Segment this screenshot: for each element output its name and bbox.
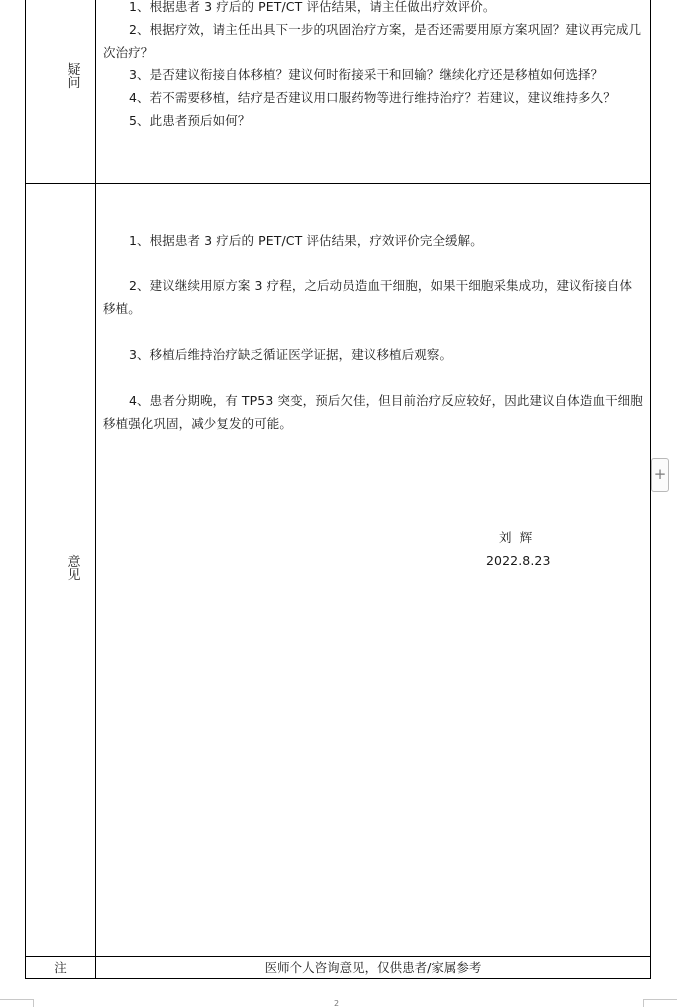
question-item: 2、根据疗效，请主任出具下一步的巩固治疗方案，是否还需要用原方案巩固？建议再完成几次治疗？ (103, 22, 642, 60)
opinion-label: 意见 (67, 555, 81, 583)
question-item: 4、若不需要移植，结疗是否建议用口服药物等进行维持治疗？若建议，建议维持多久？ (129, 90, 616, 105)
note-text: 医师个人咨询意见，仅供患者/家属参考 (264, 960, 482, 975)
opinion-item: 1、根据患者 3 疗后的 PET/CT 评估结果，疗效评价完全缓解。 (129, 233, 483, 248)
table-row-divider-questions (25, 183, 651, 184)
table-border-left (25, 0, 26, 979)
table-border-label-divider (95, 0, 96, 979)
table-row-divider-opinion (25, 956, 651, 957)
signature-name: 刘 辉 (499, 530, 533, 545)
questions-label: 疑问 (67, 63, 81, 91)
add-button[interactable]: + (651, 458, 669, 492)
page-number: 2 (334, 999, 340, 1008)
opinion-item: 3、移植后维持治疗缺乏循证医学证据，建议移植后观察。 (129, 347, 453, 362)
page-edge-left-tick (33, 999, 34, 1007)
question-item: 3、是否建议衔接自体移植？建议何时衔接采干和回输？继续化疗还是移植如何选择？ (129, 67, 604, 82)
opinion-item: 2、建议继续用原方案 3 疗程，之后动员造血干细胞，如果干细胞采集成功，建议衔接自体移植。 (103, 278, 633, 316)
table-border-bottom (25, 978, 651, 979)
note-label: 注 (54, 960, 67, 975)
signature-date: 2022.8.23 (486, 553, 551, 568)
page-edge-right (643, 999, 677, 1000)
page-edge-left (0, 999, 34, 1000)
question-item: 5、此患者预后如何？ (129, 113, 251, 128)
question-item: 1、根据患者 3 疗后的 PET/CT 评估结果，请主任做出疗效评价。 (129, 0, 496, 14)
page-edge-right-tick (643, 999, 644, 1007)
opinion-item: 4、患者分期晚，有 TP53 突变，预后欠佳，但目前治疗反应较好，因此建议自体造血干细胞移植强化巩固，减少复发的可能。 (103, 393, 643, 431)
